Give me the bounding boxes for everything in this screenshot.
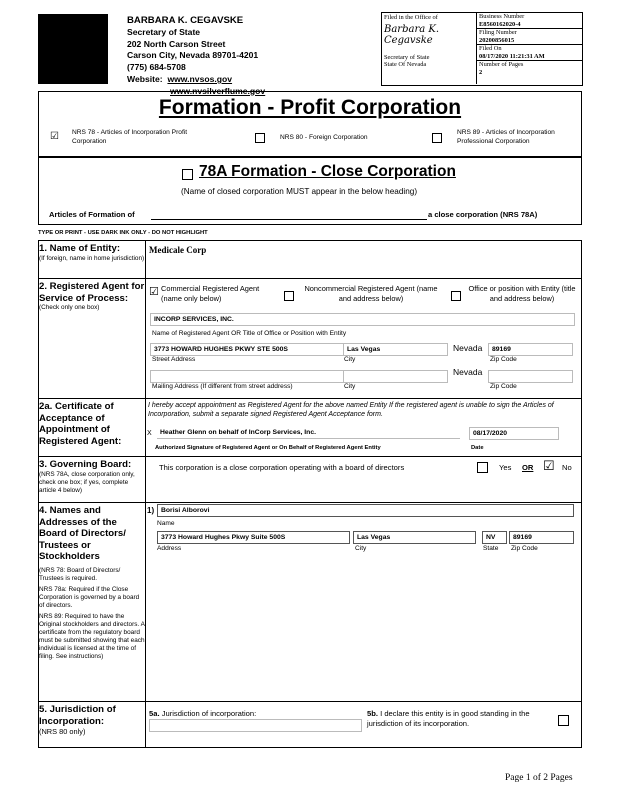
board-yes-label: Yes [499, 463, 512, 472]
close-checkbox[interactable] [182, 169, 193, 180]
jurisdiction-field[interactable] [149, 719, 362, 732]
stamp-state: State Of Nevada [384, 61, 427, 68]
good-standing-checkbox[interactable] [558, 715, 569, 726]
agent-office-checkbox[interactable] [451, 291, 461, 301]
website-link-1[interactable]: www.nvsos.gov [167, 73, 233, 84]
s4-title: 4. Names and Addresses of the Board of Directors/ Trustees or Stockholders [39, 505, 126, 562]
director-address-caption: Address [157, 545, 182, 552]
agent-commercial-checkbox[interactable]: ☑ [149, 286, 159, 298]
s5a-text: Jurisdiction of incorporation: [161, 709, 257, 718]
section-2 [39, 279, 581, 399]
agent-city-field[interactable]: Las Vegas [343, 343, 448, 356]
agent-commercial-label: Commercial Registered Agent (name only below) [161, 284, 260, 303]
stamp-signature: Barbara K. Cegavske [384, 24, 440, 46]
section-4 [39, 503, 581, 702]
stamp-filed-in: Filed in the Office of [384, 14, 438, 21]
office-address2: Carson City, Nevada 89701-4201 [127, 50, 259, 61]
agent-state: Nevada [453, 343, 483, 353]
fo-label: Filed On [479, 45, 502, 52]
director-name-field[interactable]: Borisi Alborovi [157, 504, 574, 517]
mail-zip-caption: Zip Code [490, 383, 517, 390]
jurisdiction-label [149, 709, 256, 718]
s5b-number: 5b. [367, 709, 378, 718]
agent-signature-field[interactable]: Heather Glenn on behalf of InCorp Services, Inc. [157, 427, 460, 439]
s1-title: 1. Name of Entity: [39, 243, 121, 254]
s2-title: 2. Registered Agent for Service of Process: [39, 281, 145, 304]
director-name-caption: Name [157, 520, 175, 527]
director-state-field[interactable]: NV [482, 531, 507, 544]
agent-name-field[interactable]: INCORP SERVICES, INC. [150, 313, 575, 326]
form-title: Formation - Profit Corporation [158, 96, 462, 119]
np-value: 2 [479, 68, 483, 76]
opt3-checkbox[interactable] [432, 133, 442, 143]
section-1 [39, 241, 581, 279]
website-label: Website: [127, 73, 163, 84]
section-2a-label [39, 399, 146, 458]
s3-title: 3. Governing Board: [39, 459, 132, 470]
agent-street-field[interactable]: 3773 HOWARD HUGHES PKWY STE 500S [150, 343, 345, 356]
officer-name: BARBARA K. CEGAVSKE [127, 15, 244, 26]
bn-label: Business Number [479, 13, 525, 20]
s2-sub: (Check only one box) [39, 304, 100, 311]
s4-note1: (NRS 78: Board of Directors/ Trustees is required. [39, 566, 121, 582]
section-5 [39, 702, 581, 746]
director-zip-caption: Zip Code [511, 545, 538, 552]
fo-value: 08/17/2020 11:21:31 AM [479, 52, 545, 60]
office-address1: 202 North Carson Street [127, 38, 226, 49]
articles-left: Articles of Formation of [49, 210, 135, 219]
mail-street-field[interactable] [150, 370, 345, 383]
director-city-caption: City [355, 545, 367, 552]
section-5-label [39, 702, 146, 748]
acceptance-text: I hereby accept appointment as Registered Agent for the above named Entity If the registered agent is unable to sign the Articles of Incorporation, submit a separate signed Registered Agent Acceptance form. [148, 402, 554, 418]
board-or-label: OR [522, 463, 534, 472]
section-3-label [39, 457, 146, 504]
date-caption: Date [471, 445, 484, 451]
fn-value: 20200856015 [479, 36, 515, 44]
signature-date-field[interactable]: 08/17/2020 [469, 427, 559, 440]
agent-office-label: Office or position with Entity (title and address below) [468, 284, 576, 303]
s3-sub: (NRS 78A, close corporation only, check one box; if yes, complete article 4 below) [39, 470, 135, 494]
officer-role: Secretary of State [127, 26, 201, 37]
section-1-label [39, 241, 146, 280]
mail-state: Nevada [453, 367, 483, 377]
ink-note: TYPE OR PRINT - USE DARK INK ONLY - DO NOT HIGHLIGHT [38, 230, 208, 236]
bn-value: E8560162020-4 [479, 20, 521, 28]
board-yes-checkbox[interactable] [477, 462, 488, 473]
logo-placeholder [38, 14, 108, 84]
agent-name-caption: Name of Registered Agent OR Title of Office or Position with Entity [152, 330, 347, 337]
director-number: 1) [147, 506, 155, 515]
website-link-2[interactable]: www.nvsilverflume.gov [170, 85, 266, 96]
s5-title: 5. Jurisdiction of Incorporation: [39, 704, 116, 727]
good-standing-label [367, 709, 547, 728]
opt1-checkbox[interactable]: ☑ [50, 131, 59, 142]
section-4-label [39, 503, 146, 703]
opt2-checkbox[interactable] [255, 133, 265, 143]
section-3 [39, 457, 581, 503]
page-footer: Page 1 of 2 Pages [505, 773, 573, 783]
articles-right: a close corporation (NRS 78A) [428, 210, 538, 219]
board-no-checkbox[interactable]: ☑ [543, 458, 555, 473]
street-caption: Street Address [152, 356, 196, 363]
formation-type-box [38, 91, 582, 157]
opt2-label: NRS 80 - Foreign Corporation [280, 134, 368, 141]
s5-sub: (NRS 80 only) [39, 727, 86, 736]
s4-note2: NRS 78a: Required if the Close Corporation is governed by a board of directors. [39, 585, 140, 609]
director-zip-field[interactable]: 89169 [509, 531, 574, 544]
signature-x: X [147, 430, 152, 437]
close-title: 78A Formation - Close Corporation [199, 163, 456, 180]
opt1-label: NRS 78 - Articles of Incorporation Profit Corporation [72, 129, 188, 145]
city-caption: City [344, 356, 356, 363]
fn-label: Filing Number [479, 29, 517, 36]
s4-note3: NRS 89: Required to have the Original stockholders and directors. A certificate from the regulatory board must be submitted showing that each individual is licensed at the time of filing. See instructions) [39, 612, 145, 660]
agent-noncommercial-label: Noncommercial Registered Agent (name and address below) [304, 284, 438, 303]
director-city-field[interactable]: Las Vegas [353, 531, 476, 544]
mail-city-field[interactable] [343, 370, 448, 383]
director-address-field[interactable]: 3773 Howard Hughes Pkwy Suite 500S [157, 531, 350, 544]
agent-noncommercial-checkbox[interactable] [284, 291, 294, 301]
articles-line[interactable] [151, 219, 427, 220]
s2a-title: 2a. Certificate of Acceptance of Appointment of Registered Agent: [39, 401, 122, 447]
section-2a [39, 399, 581, 457]
s5b-text: I declare this entity is in good standing in the jurisdiction of its incorporation. [367, 709, 530, 728]
filing-stamp [381, 12, 583, 86]
agent-zip-field[interactable]: 89169 [488, 343, 573, 356]
stamp-sos: Secretary of State [384, 54, 430, 61]
s1-sub: (If foreign, name in home jurisdiction) [39, 254, 145, 262]
mail-caption: Mailing Address (If different from street address) [152, 383, 293, 390]
signature-caption: Authorized Signature of Registered Agent or On Behalf of Registered Agent Entity [155, 445, 381, 451]
entity-name-field[interactable]: Medicale Corp [149, 245, 207, 255]
director-state-caption: State [483, 545, 499, 552]
office-phone: (775) 684-5708 [127, 62, 186, 73]
board-text: This corporation is a close corporation operating with a board of directors [159, 463, 405, 472]
mail-city-caption: City [344, 383, 356, 390]
s5a-number: 5a. [149, 709, 160, 718]
section-2-label [39, 279, 146, 400]
close-corp-box [38, 157, 582, 225]
office-header [127, 15, 265, 98]
mail-zip-field[interactable] [488, 370, 573, 383]
board-no-label: No [562, 463, 572, 472]
form-sections [38, 240, 582, 748]
opt3-label: NRS 89 - Articles of Incorporation Professional Corporation [457, 129, 555, 145]
zip-caption: Zip Code [490, 356, 517, 363]
close-note: (Name of closed corporation MUST appear in the below heading) [181, 187, 418, 196]
np-label: Number of Pages [479, 61, 524, 68]
